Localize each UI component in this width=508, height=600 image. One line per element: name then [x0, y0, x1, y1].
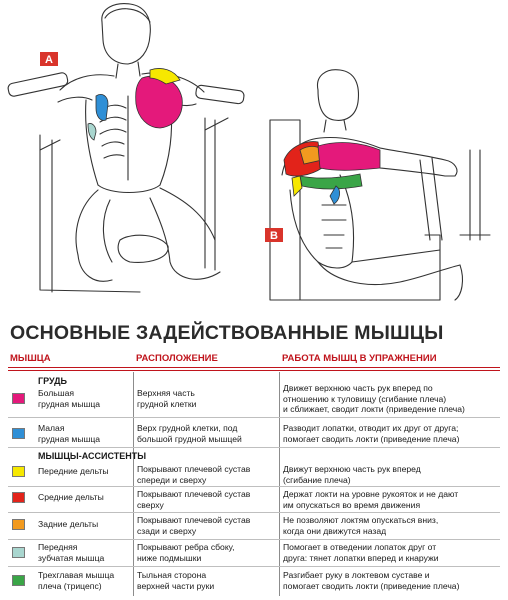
row-divider: [8, 566, 500, 567]
color-swatch: [12, 547, 25, 558]
column-divider: [279, 372, 280, 596]
section-title-chest: ГРУДЬ: [38, 376, 68, 386]
muscle-name: Задние дельты: [38, 519, 99, 529]
muscle-name: Трехглавая мышца плеча (трицепс): [38, 570, 115, 591]
muscle-name: Средние дельты: [38, 492, 104, 502]
muscle-location: Покрывают плечевой сустав спереди и сверху: [137, 464, 251, 485]
muscle-work: Разводит лопатки, отводит их друг от друга; помогает сводить локти (приведение плеча): [283, 423, 460, 444]
muscle-work: Движет верхнюю часть рук вперед по отношению к туловищу (сгибание плеча) и сближает, сводит локти (приведение плеча): [283, 383, 465, 415]
muscle-location: Покрывают плечевой сустав сверху: [137, 489, 251, 510]
muscle-name: Малая грудная мышца: [38, 423, 101, 444]
muscle-work: Движут верхнюю часть рук вперед (сгибание плеча): [283, 464, 421, 485]
color-swatch: [12, 393, 25, 404]
row-divider: [8, 447, 500, 448]
color-swatch: [12, 492, 25, 503]
row-divider: [8, 512, 500, 513]
header-work: РАБОТА МЫШЦ В УПРАЖНЕНИИ: [282, 353, 437, 364]
label-a: A: [45, 54, 53, 66]
color-swatch: [12, 466, 25, 477]
muscle-name: Большая грудная мышца: [38, 388, 101, 409]
section-title-assistants: МЫШЦЫ-АССИСТЕНТЫ: [38, 451, 147, 461]
muscle-work: Помогает в отведении лопаток друг от друга: тянет лопатки вперед и кнаружи: [283, 542, 439, 563]
muscle-location: Тыльная сторона верхней части руки: [137, 570, 215, 591]
table-title: ОСНОВНЫЕ ЗАДЕЙСТВОВАННЫЕ МЫШЦЫ: [10, 322, 444, 344]
color-swatch: [12, 428, 25, 439]
muscle-location: Покрывают ребра сбоку, ниже подмышки: [137, 542, 235, 563]
muscle-name: Передняя зубчатая мышца: [38, 542, 105, 563]
muscle-work: Держат локти на уровне рукояток и не дают им опускаться во время движения: [283, 489, 459, 510]
muscle-location: Покрывают плечевой сустав сзади и сверху: [137, 515, 251, 536]
muscle-work: Разгибает руку в локтевом суставе и помогает сводить локти (приведение плеча): [283, 570, 460, 591]
color-swatch: [12, 575, 25, 586]
muscle-work: Не позволяют локтям опускаться вниз, когда они движутся назад: [283, 515, 439, 536]
label-b: B: [270, 230, 278, 242]
figure-a: [7, 4, 244, 292]
muscle-name: Передние дельты: [38, 466, 109, 476]
muscle-location: Верх грудной клетки, под большой грудной мышцей: [137, 423, 242, 444]
header-muscle: МЫШЦА: [10, 353, 51, 364]
header-divider: [8, 367, 500, 368]
row-divider: [8, 417, 500, 418]
header-location: РАСПОЛОЖЕНИЕ: [136, 353, 218, 364]
row-divider: [8, 486, 500, 487]
muscle-location: Верхняя часть грудной клетки: [137, 388, 197, 409]
row-divider: [8, 539, 500, 540]
color-swatch: [12, 519, 25, 530]
header-divider-2: [8, 370, 500, 371]
